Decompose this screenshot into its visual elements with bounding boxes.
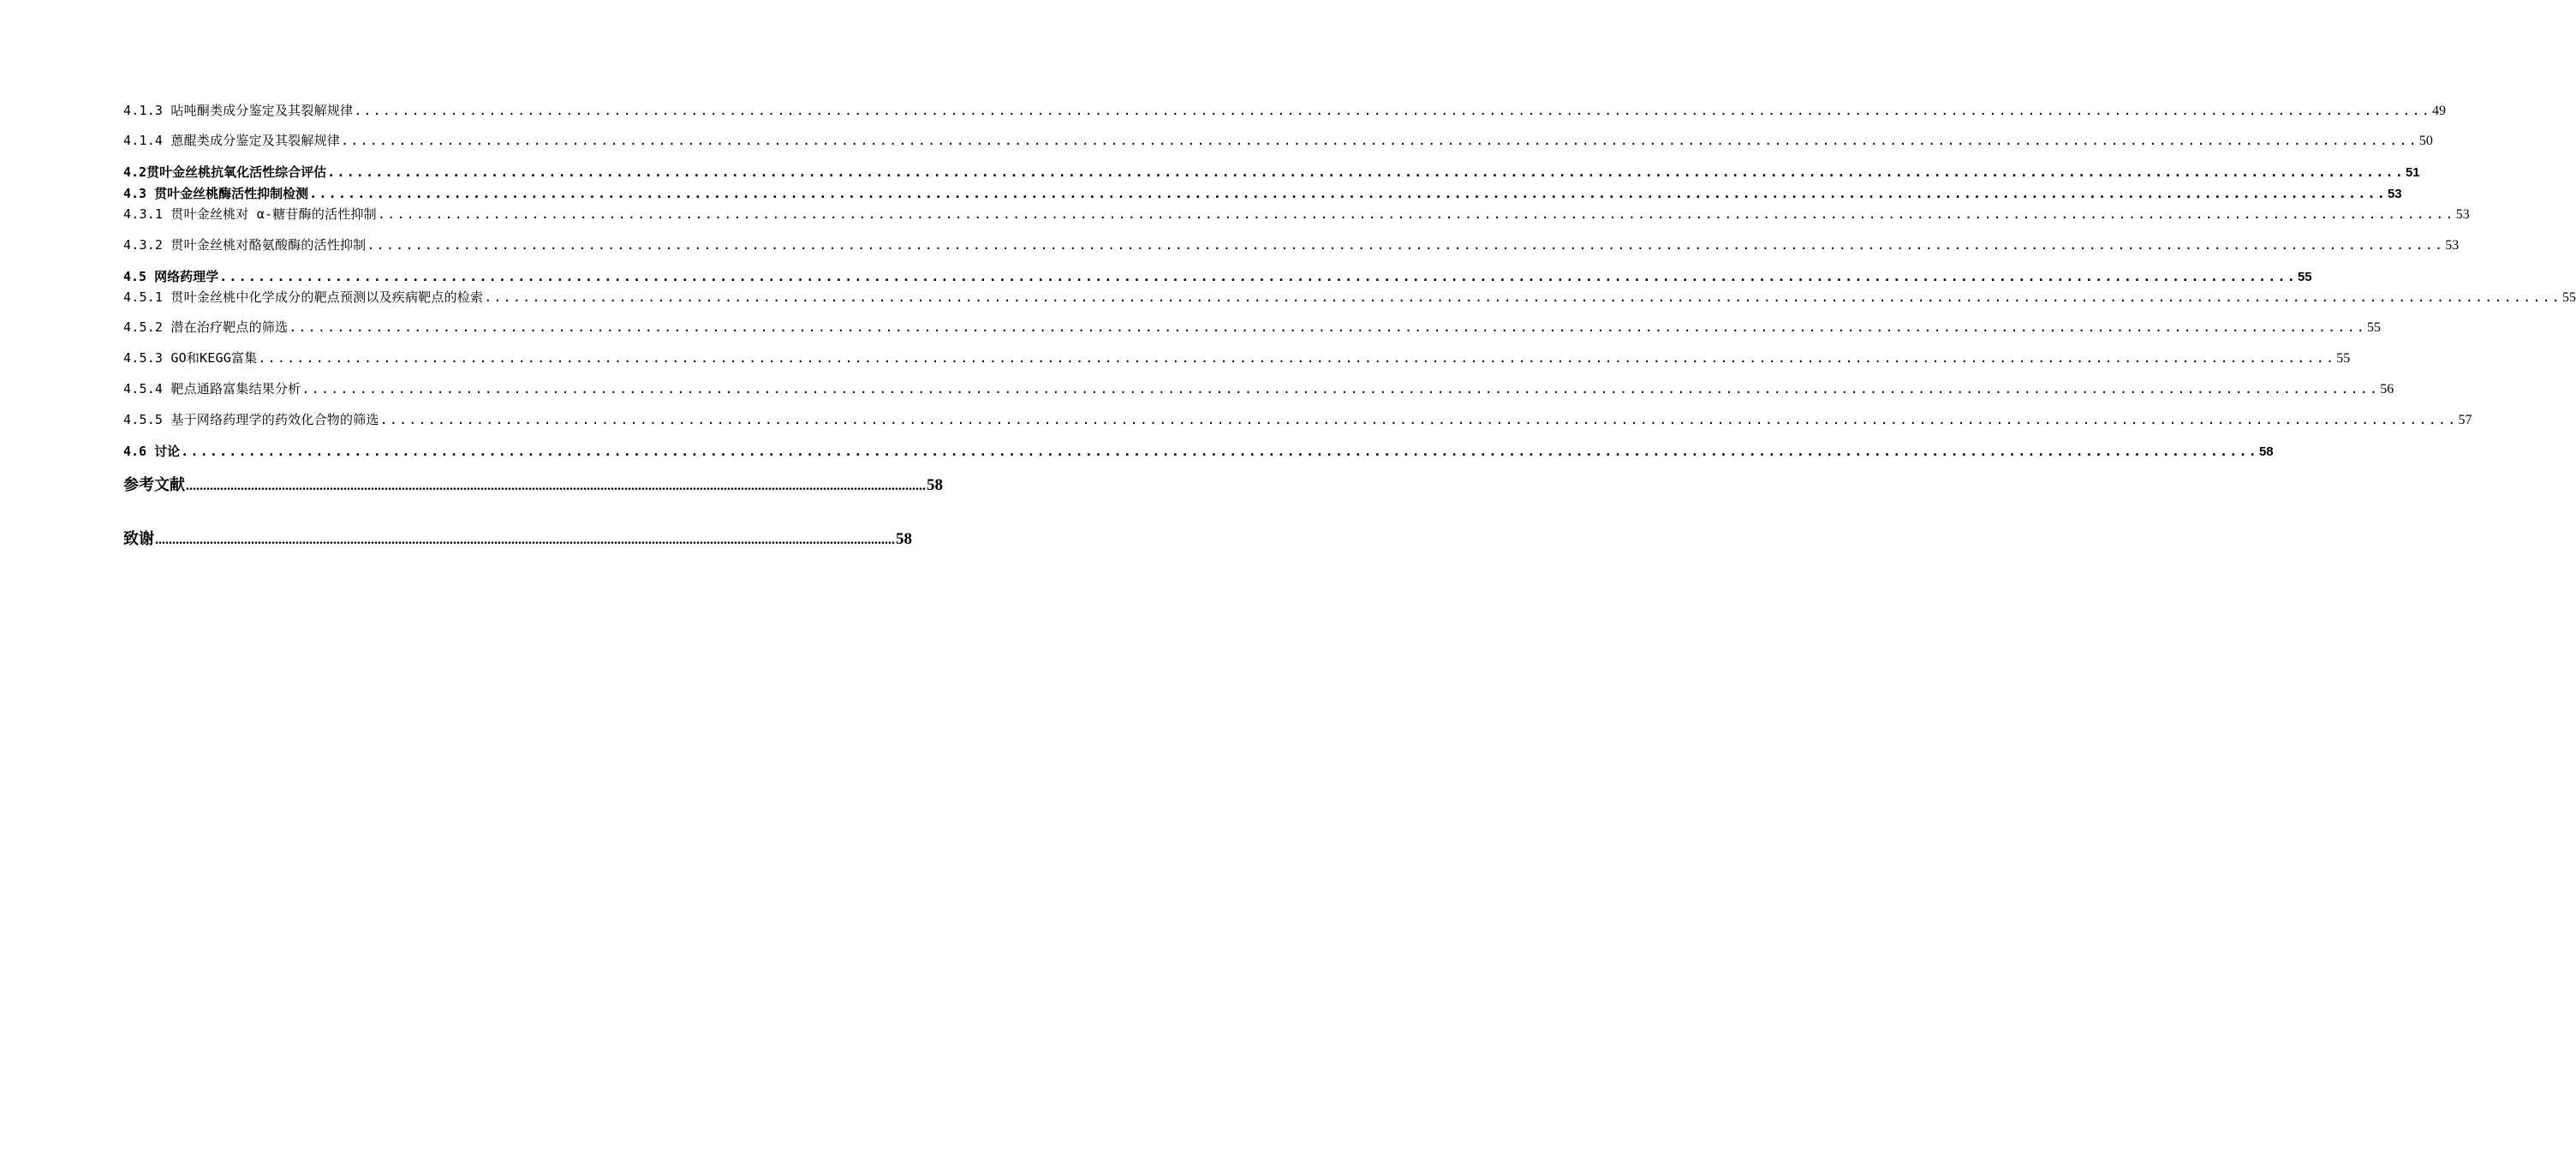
toc-entry-label: 致谢	[123, 530, 154, 548]
toc-entry-4-3-1[interactable]	[123, 205, 2470, 223]
toc-leader-dots: ........................................................................................................................................................................................................................	[258, 350, 2336, 366]
toc-entry-label: 4.6 讨论	[123, 444, 181, 459]
toc-page-number: 57	[2458, 413, 2472, 427]
toc-entry-label: 4.3.1 贯叶金丝桃对 α-糖苷酶的活性抑制	[123, 206, 377, 222]
toc-leader-dots: ........................................................................................................................................................................................................................	[219, 269, 2297, 284]
toc-page-number: 49	[2432, 104, 2447, 118]
toc-entry-label: 4.5.5 基于网络药理学的药效化合物的筛选	[123, 412, 379, 427]
toc-entry-label: 4.5.2 潜在治疗靶点的筛选	[123, 319, 289, 335]
toc-entry-label: 4.5.1 贯叶金丝桃中化学成分的靶点预测以及疾病靶点的检索	[123, 289, 484, 305]
toc-entry-4-5-4[interactable]	[123, 379, 2394, 397]
toc-entry-4-3[interactable]	[123, 184, 2402, 202]
toc-entry-4-5-5[interactable]	[123, 410, 2472, 428]
toc-entry-acknowledgements[interactable]	[123, 527, 912, 549]
toc-entry-4-5[interactable]	[123, 267, 2312, 285]
toc-entry-4-3-2[interactable]	[123, 236, 2460, 253]
toc-page-number: 55	[2297, 270, 2312, 284]
toc-page-number: 55	[2367, 320, 2382, 335]
toc-page-number: 55	[2336, 351, 2351, 366]
toc-entry-4-5-3[interactable]	[123, 349, 2351, 367]
toc-entry-4-5-1[interactable]	[123, 288, 2576, 306]
toc-entry-label: 4.1.4 蒽醌类成分鉴定及其裂解规律	[123, 133, 340, 148]
toc-page-number: 58	[2258, 444, 2274, 459]
toc-leader-dots: ........................................................................................................................................................................................................................	[289, 319, 2367, 335]
toc-page-number: 56	[2380, 382, 2394, 397]
toc-page-number: 53	[2455, 207, 2470, 222]
toc-entry-4-6[interactable]	[123, 442, 2274, 460]
toc-page-number: 58	[927, 476, 943, 494]
toc-page-number: 50	[2418, 134, 2433, 148]
toc-leader-dots: ........................................................................................................................................................................................................................	[341, 133, 2418, 148]
toc-entry-label: 4.3 贯叶金丝桃酶活性抑制检测	[123, 186, 309, 201]
toc-entry-label: 4.5 网络药理学	[123, 269, 219, 284]
toc-leader-dots: ........................................................................................................................................................................................................................	[155, 533, 895, 547]
toc-entry-4-2[interactable]	[123, 163, 2420, 181]
toc-entry-4-1-3[interactable]	[123, 101, 2447, 119]
toc-leader-dots: ........................................................................................................................................................................................................................	[301, 381, 2380, 397]
toc-leader-dots: ........................................................................................................................................................................................................................	[309, 186, 2387, 201]
toc-leader-dots: ........................................................................................................................................................................................................................	[484, 289, 2562, 305]
toc-entry-label: 4.2贯叶金丝桃抗氧化活性综合评估	[123, 164, 327, 180]
toc-leader-dots: ........................................................................................................................................................................................................................	[377, 206, 2455, 222]
toc-entry-label: 4.3.2 贯叶金丝桃对酪氨酸酶的活性抑制	[123, 237, 367, 253]
toc-page-number: 53	[2445, 238, 2460, 253]
toc-leader-dots: ........................................................................................................................................................................................................................	[327, 164, 2405, 180]
toc-entry-4-1-4[interactable]	[123, 131, 2433, 149]
toc-leader-dots: ........................................................................................................................................................................................................................	[379, 412, 2458, 427]
toc-page-number: 51	[2405, 165, 2420, 180]
toc-page-number: 55	[2562, 290, 2576, 305]
toc-leader-dots: ........................................................................................................................................................................................................................	[181, 444, 2258, 459]
toc-entry-label: 参考文献	[123, 476, 185, 494]
toc-page-number: 58	[896, 530, 912, 548]
toc-leader-dots: ........................................................................................................................................................................................................................	[186, 479, 926, 493]
toc-entry-references[interactable]	[123, 473, 943, 495]
toc-page-number: 53	[2387, 187, 2402, 201]
toc-entry-4-5-2[interactable]	[123, 318, 2382, 336]
toc-entry-label: 4.5.3 GO和KEGG富集	[123, 350, 258, 366]
toc-entry-label: 4.5.4 靶点通路富集结果分析	[123, 381, 301, 397]
toc-leader-dots: ........................................................................................................................................................................................................................	[354, 103, 2432, 118]
toc-entry-label: 4.1.3 呫吨酮类成分鉴定及其裂解规律	[123, 103, 354, 118]
toc-leader-dots: ........................................................................................................................................................................................................................	[367, 237, 2445, 253]
